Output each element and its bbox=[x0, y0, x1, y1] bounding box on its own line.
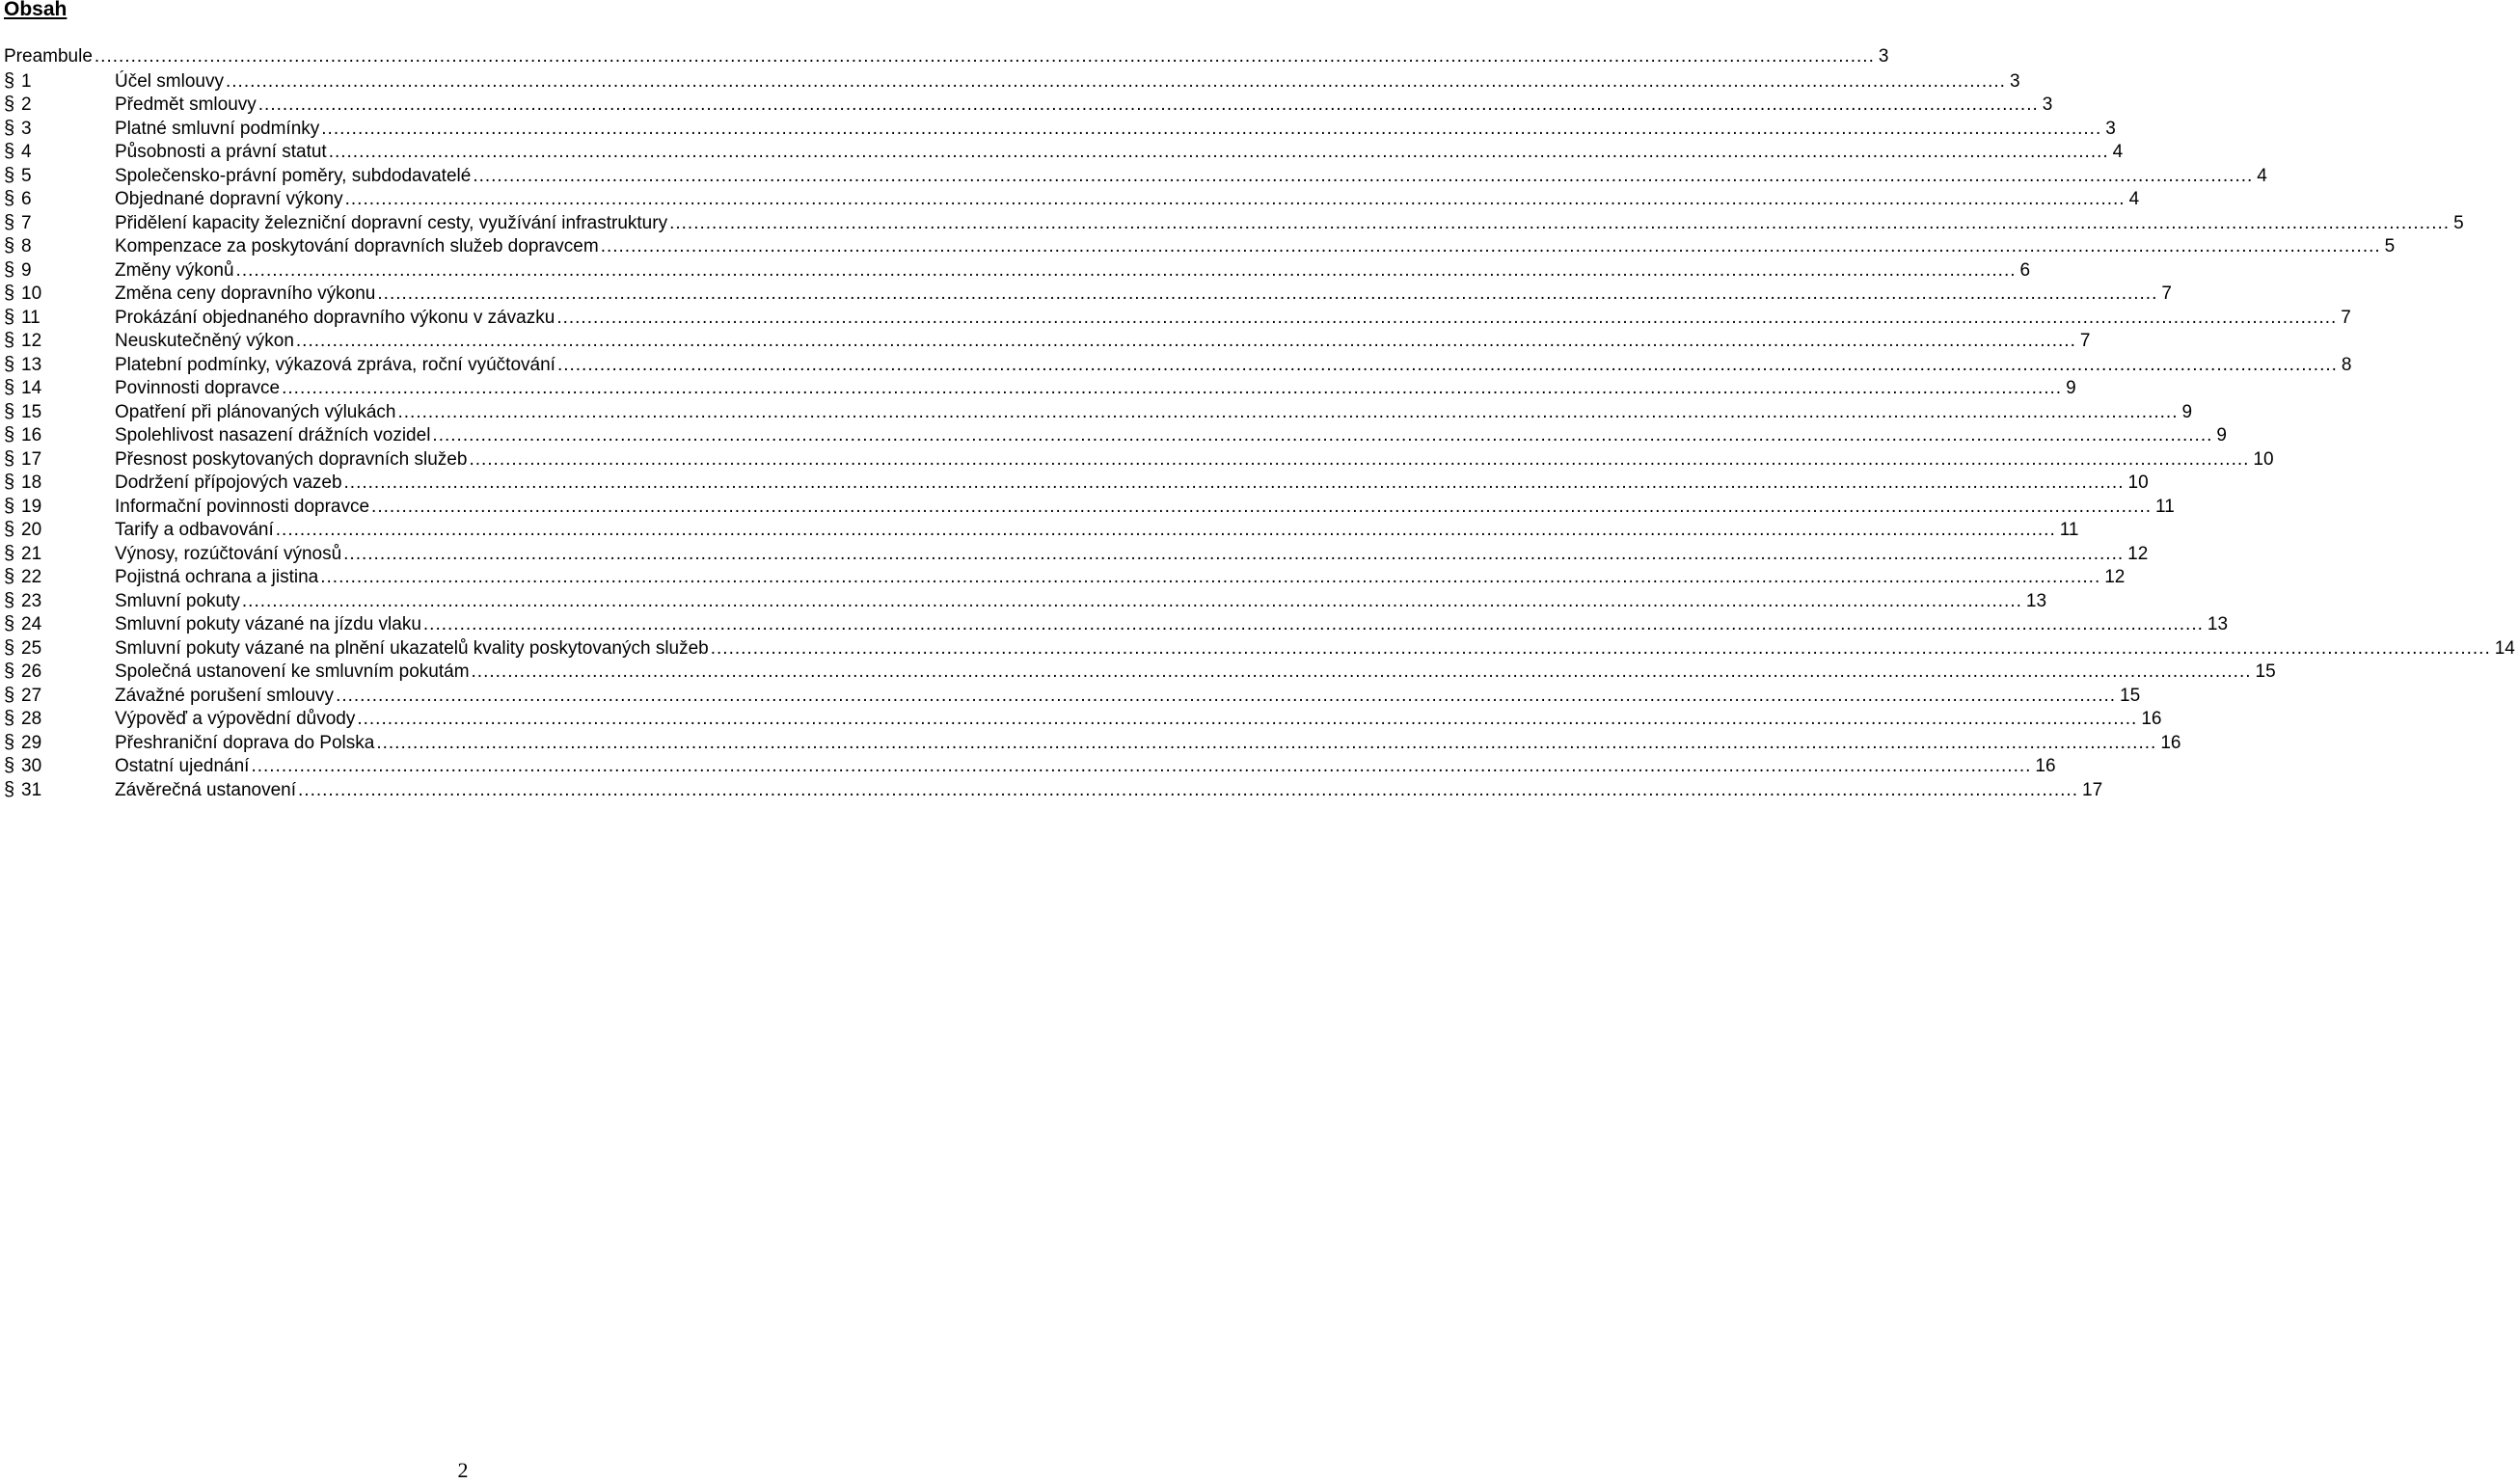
toc-entry[interactable] bbox=[4, 612, 2229, 636]
section-sign-icon: § bbox=[4, 447, 15, 470]
toc-entry-page: 14 bbox=[2494, 637, 2515, 659]
section-sign-icon: § bbox=[4, 636, 15, 659]
section-sign-icon: § bbox=[4, 235, 15, 256]
toc-entry-page: 13 bbox=[2025, 590, 2047, 611]
toc-entry-label: Spolehlivost nasazení drážních vozidel bbox=[115, 425, 431, 445]
toc-entry-page: 7 bbox=[2161, 283, 2172, 304]
toc-entry[interactable] bbox=[4, 211, 2464, 235]
section-sign-icon: § bbox=[4, 613, 15, 634]
dot-leader bbox=[93, 45, 1875, 69]
toc-entry-label: Preambule bbox=[4, 46, 93, 67]
toc-entry-label: Objednané dopravní výkony bbox=[115, 189, 343, 209]
dot-leader bbox=[343, 188, 2126, 212]
toc-entry-number: 5 bbox=[21, 165, 32, 186]
toc-entry-page: 12 bbox=[2127, 543, 2149, 564]
toc-entry[interactable] bbox=[4, 707, 2162, 731]
dot-leader bbox=[555, 354, 2338, 378]
toc-entry-number: 1 bbox=[21, 70, 32, 92]
toc-entry-label: Dodržení přípojových vazeb bbox=[115, 472, 342, 493]
toc-entry[interactable] bbox=[4, 282, 2172, 306]
toc-entry-number: 4 bbox=[21, 142, 32, 162]
dot-leader bbox=[375, 283, 2157, 307]
section-sign-icon: § bbox=[4, 542, 15, 564]
toc-entry-label: Neuskutečněný výkon bbox=[115, 331, 294, 351]
toc-entry-label: Platební podmínky, výkazová zpráva, roční vyúčtování bbox=[115, 354, 555, 375]
toc-entry-label: Účel smlouvy bbox=[115, 70, 224, 92]
toc-entry[interactable] bbox=[4, 471, 2149, 495]
dot-leader bbox=[667, 212, 2450, 236]
toc-entry-page: 7 bbox=[2341, 307, 2351, 328]
toc-entry[interactable] bbox=[4, 140, 2124, 164]
toc-entry-page: 3 bbox=[2009, 70, 2020, 92]
toc-entry-page: 17 bbox=[2082, 779, 2103, 800]
toc-entry-page: 12 bbox=[2104, 567, 2126, 587]
dot-leader bbox=[280, 377, 2062, 401]
toc-entry-page: 9 bbox=[2066, 378, 2076, 398]
toc-entry-number: 16 bbox=[21, 425, 42, 445]
toc-entry-label: Prokázání objednaného dopravního výkonu v závazku bbox=[115, 307, 555, 328]
toc-entry[interactable] bbox=[4, 423, 2227, 447]
toc-entry-number: 8 bbox=[21, 236, 32, 256]
toc-entry-label: Tarify a odbavování bbox=[115, 520, 274, 540]
toc-entry[interactable] bbox=[4, 234, 2396, 258]
toc-entry-page: 3 bbox=[2105, 118, 2116, 139]
section-sign-icon: § bbox=[4, 258, 15, 281]
toc-entry-label: Závěrečná ustanovení bbox=[115, 779, 297, 800]
section-sign-icon: § bbox=[4, 330, 15, 351]
toc-entry-label: Výpověď a výpovědní důvody bbox=[115, 709, 356, 729]
dot-leader bbox=[709, 637, 2491, 661]
toc-entry-label: Platné smluvní podmínky bbox=[115, 118, 320, 139]
section-sign-icon: § bbox=[4, 306, 15, 328]
toc-entry[interactable] bbox=[4, 636, 2515, 661]
toc-entry-page: 13 bbox=[2207, 614, 2229, 634]
toc-entry-number: 19 bbox=[21, 496, 42, 517]
dot-leader bbox=[257, 94, 2039, 118]
dot-leader bbox=[296, 779, 2078, 803]
dot-leader bbox=[342, 472, 2125, 496]
toc-entry-page: 4 bbox=[2257, 165, 2267, 186]
section-sign-icon: § bbox=[4, 211, 15, 233]
toc-entry-label: Pojistná ochrana a jistina bbox=[115, 567, 319, 587]
section-sign-icon: § bbox=[4, 424, 15, 445]
toc-entry-number: 20 bbox=[21, 520, 42, 540]
toc-entry-number: 22 bbox=[21, 567, 42, 587]
toc-entry-page: 4 bbox=[2128, 189, 2140, 209]
toc-entry-number: 24 bbox=[21, 614, 42, 634]
section-sign-icon: § bbox=[4, 117, 15, 139]
dot-leader bbox=[341, 543, 2124, 567]
toc-entry[interactable] bbox=[4, 353, 2352, 377]
toc-entry-number: 2 bbox=[21, 94, 32, 115]
toc-entry-label: Společná ustanovení ke smluvním pokutám bbox=[115, 661, 470, 682]
toc-entry-number: 10 bbox=[21, 283, 42, 304]
toc-entry-label: Kompenzace za poskytování dopravních služeb dopravcem bbox=[115, 236, 599, 256]
dot-leader bbox=[334, 685, 2116, 709]
toc-entry-number: 30 bbox=[21, 756, 42, 776]
toc-entry-number: 9 bbox=[21, 259, 32, 281]
section-sign-icon: § bbox=[4, 661, 15, 682]
toc-entry-label: Předmět smlouvy bbox=[115, 94, 257, 115]
section-sign-icon: § bbox=[4, 589, 15, 611]
toc-entry-page: 16 bbox=[2160, 732, 2181, 753]
toc-entry-number: 7 bbox=[21, 212, 32, 233]
section-sign-icon: § bbox=[4, 684, 15, 706]
toc-entry-number: 26 bbox=[21, 661, 42, 682]
toc-entry-page: 5 bbox=[2453, 212, 2464, 233]
section-sign-icon: § bbox=[4, 283, 15, 304]
toc-entry-page: 5 bbox=[2384, 236, 2396, 256]
section-sign-icon: § bbox=[4, 472, 15, 493]
dot-leader bbox=[294, 330, 2076, 354]
toc-entry-page: 4 bbox=[2112, 142, 2124, 162]
toc-entry[interactable] bbox=[4, 376, 2076, 400]
toc-entry-label: Přidělení kapacity železniční dopravní cesty, využívání infrastruktury bbox=[115, 212, 668, 233]
toc-entry[interactable] bbox=[4, 731, 2181, 755]
table-of-contents bbox=[4, 45, 2515, 801]
section-sign-icon: § bbox=[4, 495, 15, 517]
toc-entry-label: Změna ceny dopravního výkonu bbox=[115, 283, 376, 304]
dot-leader bbox=[224, 70, 2006, 94]
toc-entry-number: 27 bbox=[21, 685, 42, 706]
section-sign-icon: § bbox=[4, 188, 15, 209]
dot-leader bbox=[327, 141, 2109, 165]
dot-leader bbox=[555, 307, 2337, 331]
toc-entry-number: 3 bbox=[21, 118, 32, 139]
toc-entry-number: 21 bbox=[21, 543, 42, 564]
section-sign-icon: § bbox=[4, 94, 15, 115]
toc-entry[interactable] bbox=[4, 447, 2274, 472]
toc-entry-number: 18 bbox=[21, 472, 42, 493]
toc-entry-label: Ostatní ujednání bbox=[115, 756, 250, 776]
toc-entry-page: 9 bbox=[2181, 401, 2193, 422]
section-sign-icon: § bbox=[4, 400, 15, 422]
toc-entry[interactable] bbox=[4, 495, 2175, 519]
toc-entry-number: 23 bbox=[21, 590, 42, 611]
toc-entry-label: Smluvní pokuty vázané na jízdu vlaku bbox=[115, 614, 421, 634]
toc-entry[interactable] bbox=[4, 164, 2267, 188]
toc-entry-number: 17 bbox=[21, 448, 42, 470]
toc-entry-number: 25 bbox=[21, 637, 42, 659]
dot-leader bbox=[318, 566, 2100, 590]
section-sign-icon: § bbox=[4, 377, 15, 398]
section-sign-icon: § bbox=[4, 778, 15, 800]
toc-entry-number: 14 bbox=[21, 378, 42, 398]
dot-leader bbox=[355, 708, 2137, 732]
dot-leader bbox=[234, 259, 2017, 283]
section-sign-icon: § bbox=[4, 164, 15, 186]
toc-entry-number: 15 bbox=[21, 401, 42, 422]
toc-entry[interactable] bbox=[4, 306, 2351, 330]
dot-leader bbox=[467, 448, 2249, 472]
toc-entry[interactable] bbox=[4, 117, 2116, 141]
page-number: 2 bbox=[457, 1458, 469, 1482]
toc-entry-label: Závažné porušení smlouvy bbox=[115, 685, 335, 706]
toc-entry-preamble[interactable] bbox=[4, 45, 1889, 69]
toc-entry[interactable] bbox=[4, 518, 2079, 542]
section-sign-icon: § bbox=[4, 566, 15, 587]
toc-entry-number: 29 bbox=[21, 732, 42, 753]
toc-entry-label: Výnosy, rozúčtování výnosů bbox=[115, 543, 342, 564]
toc-entry[interactable] bbox=[4, 778, 2103, 802]
toc-entry-page: 16 bbox=[2035, 756, 2056, 776]
section-sign-icon: § bbox=[4, 519, 15, 540]
toc-entry-page: 15 bbox=[2255, 661, 2276, 682]
section-sign-icon: § bbox=[4, 69, 15, 92]
toc-entry[interactable] bbox=[4, 258, 2031, 283]
toc-entry-page: 8 bbox=[2341, 354, 2352, 375]
toc-entry-number: 11 bbox=[21, 307, 41, 328]
toc-entry[interactable] bbox=[4, 589, 2047, 613]
section-sign-icon: § bbox=[4, 353, 15, 375]
toc-entry-label: Společensko-právní poměry, subdodavatelé bbox=[115, 165, 472, 186]
toc-entry[interactable] bbox=[4, 329, 2091, 353]
toc-entry[interactable] bbox=[4, 187, 2140, 211]
section-sign-icon: § bbox=[4, 755, 15, 776]
toc-entry-number: 28 bbox=[21, 709, 42, 729]
dot-leader bbox=[430, 424, 2212, 448]
dot-leader bbox=[421, 613, 2204, 637]
toc-entry-number: 31 bbox=[21, 779, 42, 800]
dot-leader bbox=[396, 401, 2179, 425]
toc-entry-number: 13 bbox=[21, 354, 42, 375]
toc-entry-label: Smluvní pokuty vázané na plnění ukazatelů kvality poskytovaných služeb bbox=[115, 637, 709, 659]
toc-entry[interactable] bbox=[4, 754, 2056, 778]
toc-entry-page: 11 bbox=[2155, 496, 2175, 517]
toc-entry-page: 10 bbox=[2127, 472, 2149, 493]
section-sign-icon: § bbox=[4, 141, 15, 162]
toc-entry-label: Změny výkonů bbox=[115, 259, 234, 281]
dot-leader bbox=[471, 165, 2253, 189]
toc-entry-label: Smluvní pokuty bbox=[115, 590, 240, 611]
dot-leader bbox=[599, 235, 2381, 259]
dot-leader bbox=[240, 590, 2022, 614]
toc-entry[interactable] bbox=[4, 400, 2193, 424]
toc-title: Obsah bbox=[4, 0, 68, 20]
toc-entry[interactable] bbox=[4, 684, 2141, 708]
toc-entry[interactable] bbox=[4, 660, 2276, 684]
toc-entry-label: Přeshraniční doprava do Polska bbox=[115, 732, 375, 753]
toc-entry-number: 12 bbox=[21, 331, 42, 351]
toc-entry-number: 6 bbox=[21, 189, 32, 209]
section-sign-icon: § bbox=[4, 731, 15, 753]
toc-entry-page: 9 bbox=[2216, 425, 2227, 445]
toc-entry-page: 11 bbox=[2059, 520, 2079, 540]
toc-entry-label: Působnosti a právní statut bbox=[115, 142, 327, 162]
toc-entry-page: 16 bbox=[2141, 709, 2162, 729]
toc-entry-page: 3 bbox=[2042, 94, 2053, 115]
toc-entry[interactable] bbox=[4, 565, 2126, 589]
toc-entry[interactable] bbox=[4, 69, 2020, 94]
toc-entry-label: Opatření při plánovaných výlukách bbox=[115, 401, 396, 422]
dot-leader bbox=[274, 519, 2056, 543]
toc-entry-label: Informační povinnosti dopravce bbox=[115, 496, 370, 517]
toc-entry[interactable] bbox=[4, 542, 2149, 566]
toc-entry-page: 3 bbox=[1878, 46, 1889, 67]
toc-entry-label: Povinnosti dopravce bbox=[115, 378, 281, 398]
dot-leader bbox=[374, 732, 2156, 756]
dot-leader bbox=[470, 661, 2252, 685]
dot-leader bbox=[369, 496, 2152, 520]
toc-entry-label: Přesnost poskytovaných dopravních služeb bbox=[115, 448, 468, 470]
dot-leader bbox=[249, 755, 2031, 779]
toc-entry-page: 15 bbox=[2120, 685, 2141, 706]
toc-entry-page: 7 bbox=[2079, 331, 2091, 351]
section-sign-icon: § bbox=[4, 708, 15, 729]
toc-entry-page: 6 bbox=[2019, 259, 2031, 281]
dot-leader bbox=[319, 118, 2101, 142]
toc-entry-page: 10 bbox=[2253, 448, 2274, 470]
toc-entry[interactable] bbox=[4, 93, 2053, 117]
